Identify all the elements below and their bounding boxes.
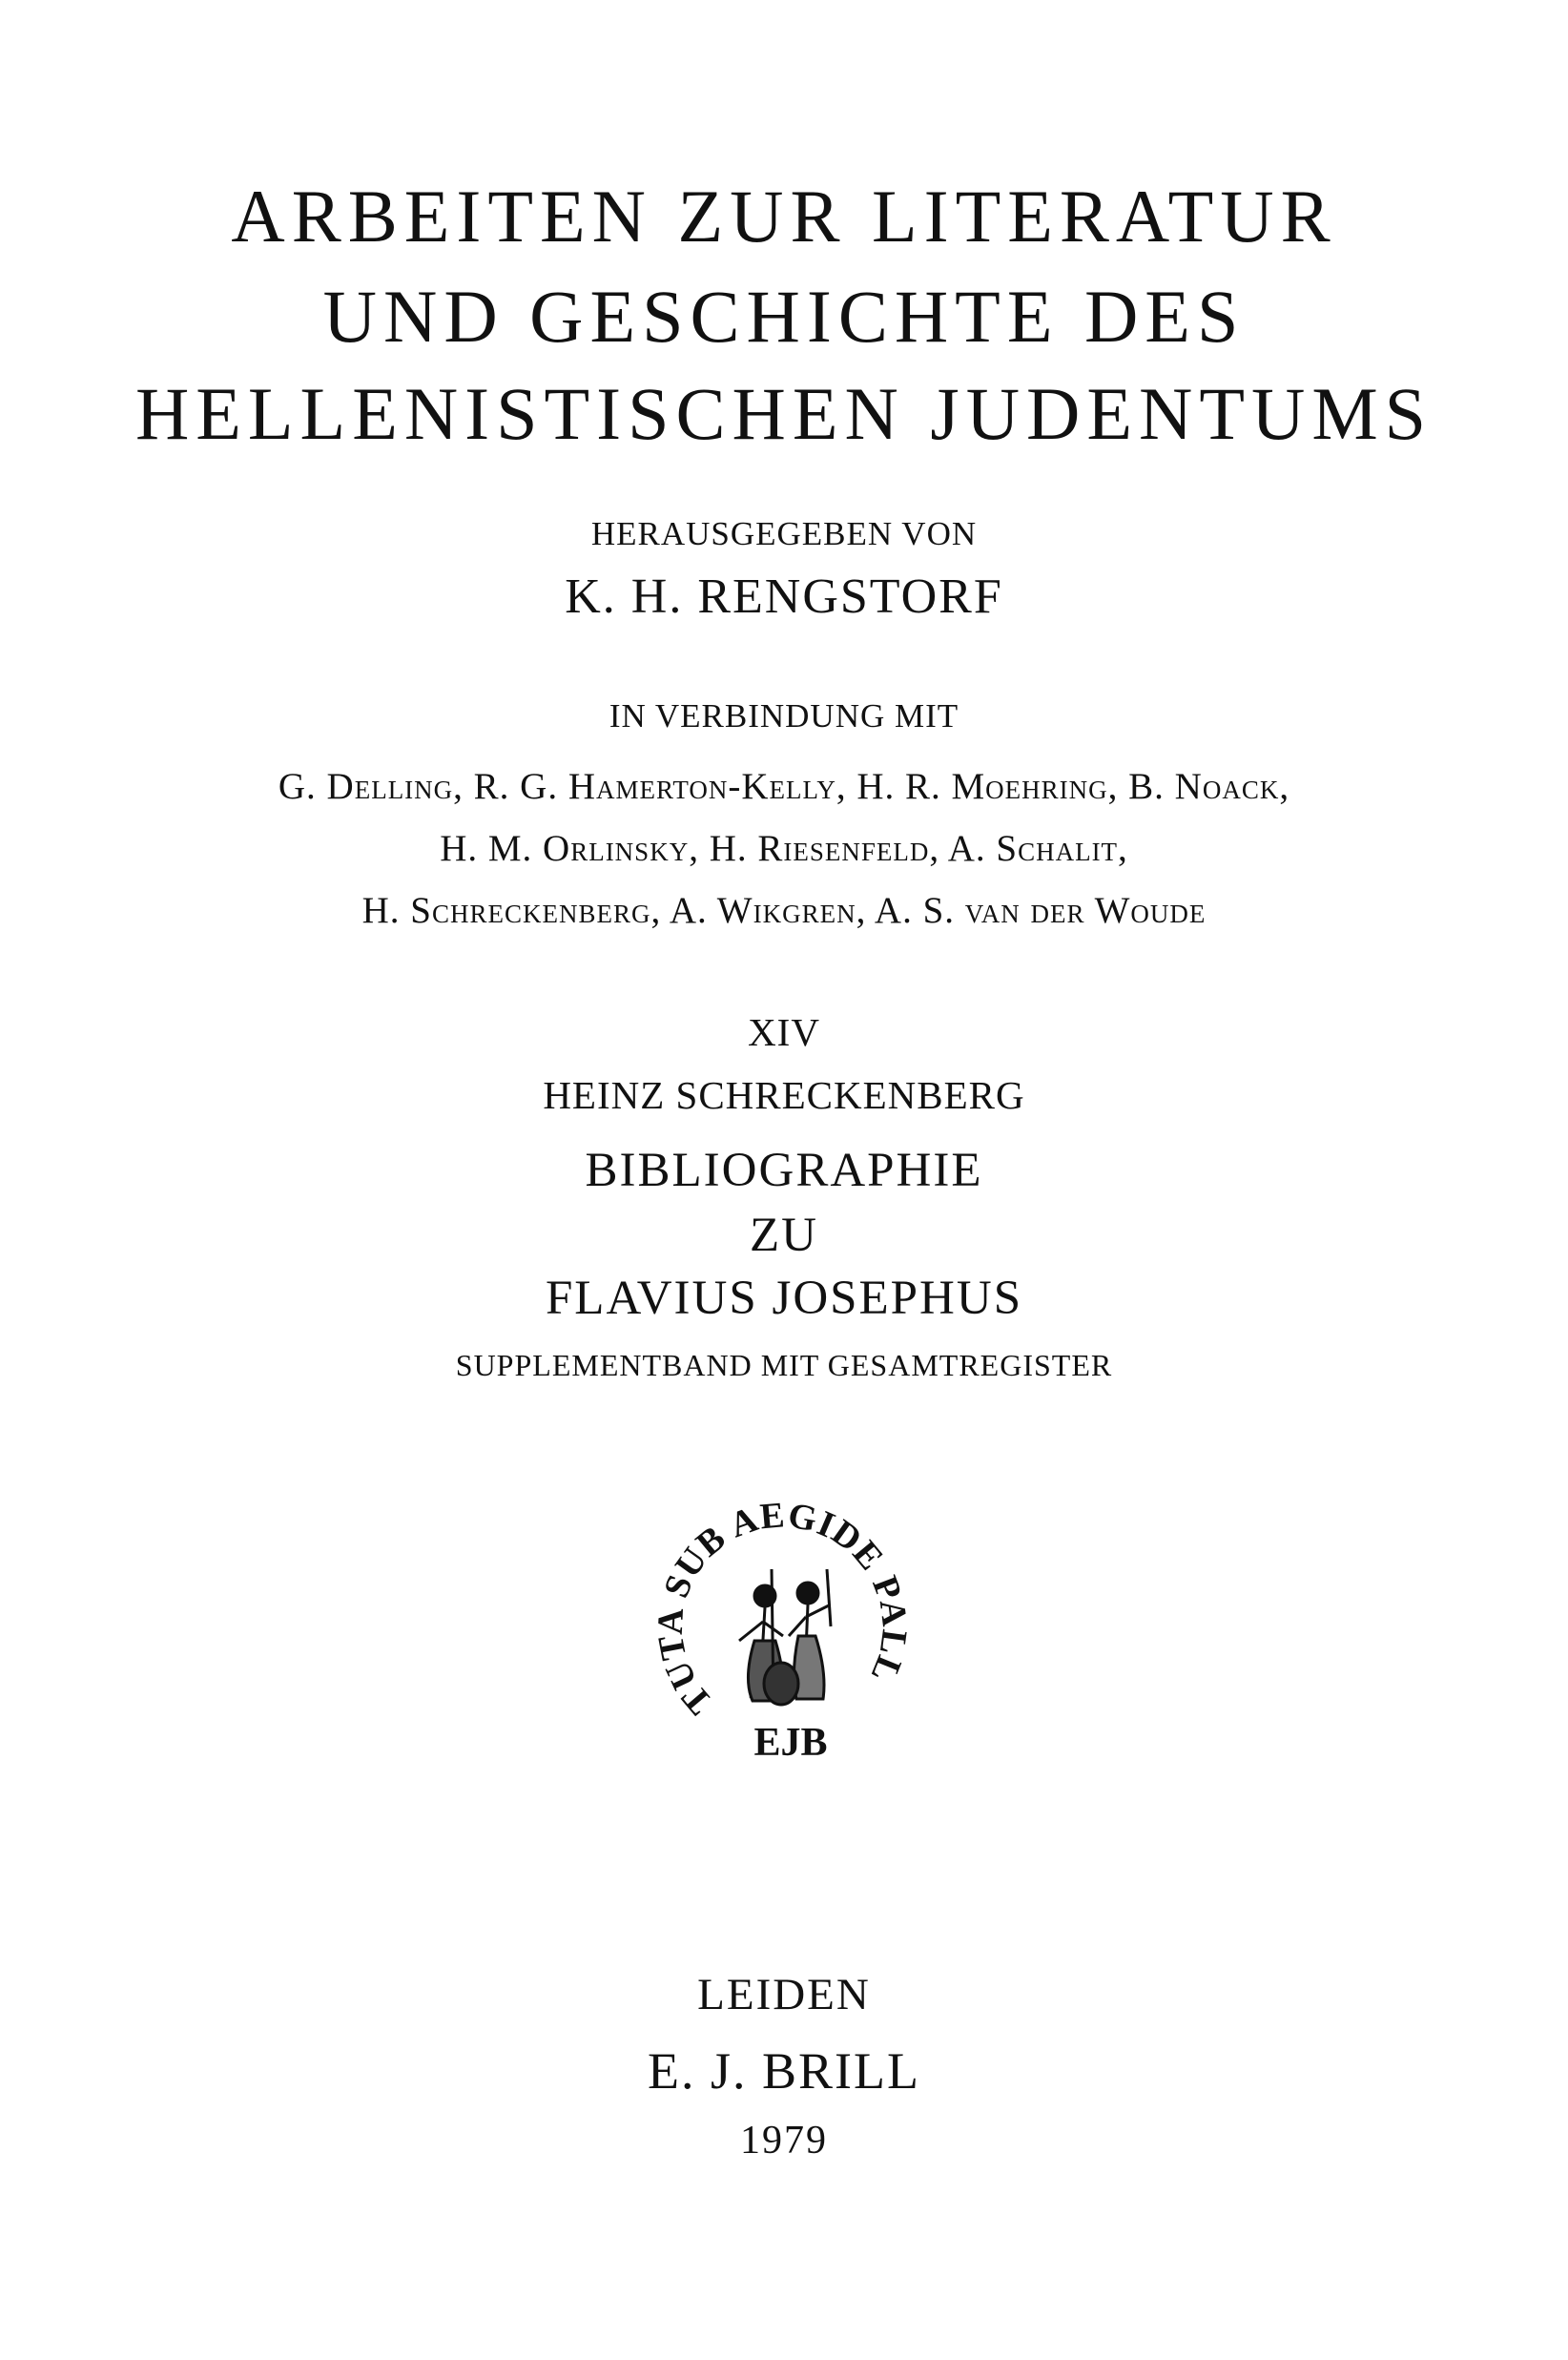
book-subtitle: SUPPLEMENTBAND MIT GESAMTREGISTER — [455, 1348, 1113, 1382]
collaborators-line-3: H. Schreckenberg, A. Wikgren, A. S. van der Woude — [361, 890, 1207, 931]
imprint-publisher: E. J. BRILL — [648, 2042, 920, 2100]
figures-icon — [739, 1569, 831, 1705]
series-title-line-3: HELLENISTISCHEN JUDENTUMS — [134, 372, 1434, 455]
imprint-year: 1979 — [740, 2119, 828, 2163]
seal-motto: TUTA SUB AEGIDE PALL — [650, 1495, 915, 1722]
association-label: IN VERBINDUNG MIT — [609, 697, 959, 735]
publisher-seal-icon — [648, 1483, 924, 1770]
book-title-line-3: FLAVIUS JOSEPHUS — [545, 1272, 1023, 1325]
seal-graphic — [648, 1483, 924, 1770]
series-title-line-1: ARBEITEN ZUR LITERATUR — [231, 175, 1337, 258]
collaborators-line-2: H. M. Orlinsky, H. Riesenfeld, A. Schalit, — [440, 828, 1128, 869]
book-title-line-1: BIBLIOGRAPHIE — [585, 1144, 983, 1197]
editor-label: HERAUSGEGEBEN VON — [590, 515, 978, 552]
book-title-line-2: ZU — [750, 1209, 818, 1262]
seal-monogram: EJB — [753, 1721, 828, 1765]
series-title-line-2: UND GESCHICHTE DES — [322, 275, 1246, 358]
volume-author: HEINZ SCHRECKENBERG — [543, 1073, 1025, 1117]
collaborators-line-1: G. Delling, R. G. Hamerton-Kelly, H. R. Moehring, B. Noack, — [278, 766, 1290, 807]
volume-number: XIV — [748, 1010, 820, 1054]
editor-name: K. H. RENGSTORF — [565, 569, 1003, 624]
imprint-place: LEIDEN — [697, 1970, 871, 2019]
